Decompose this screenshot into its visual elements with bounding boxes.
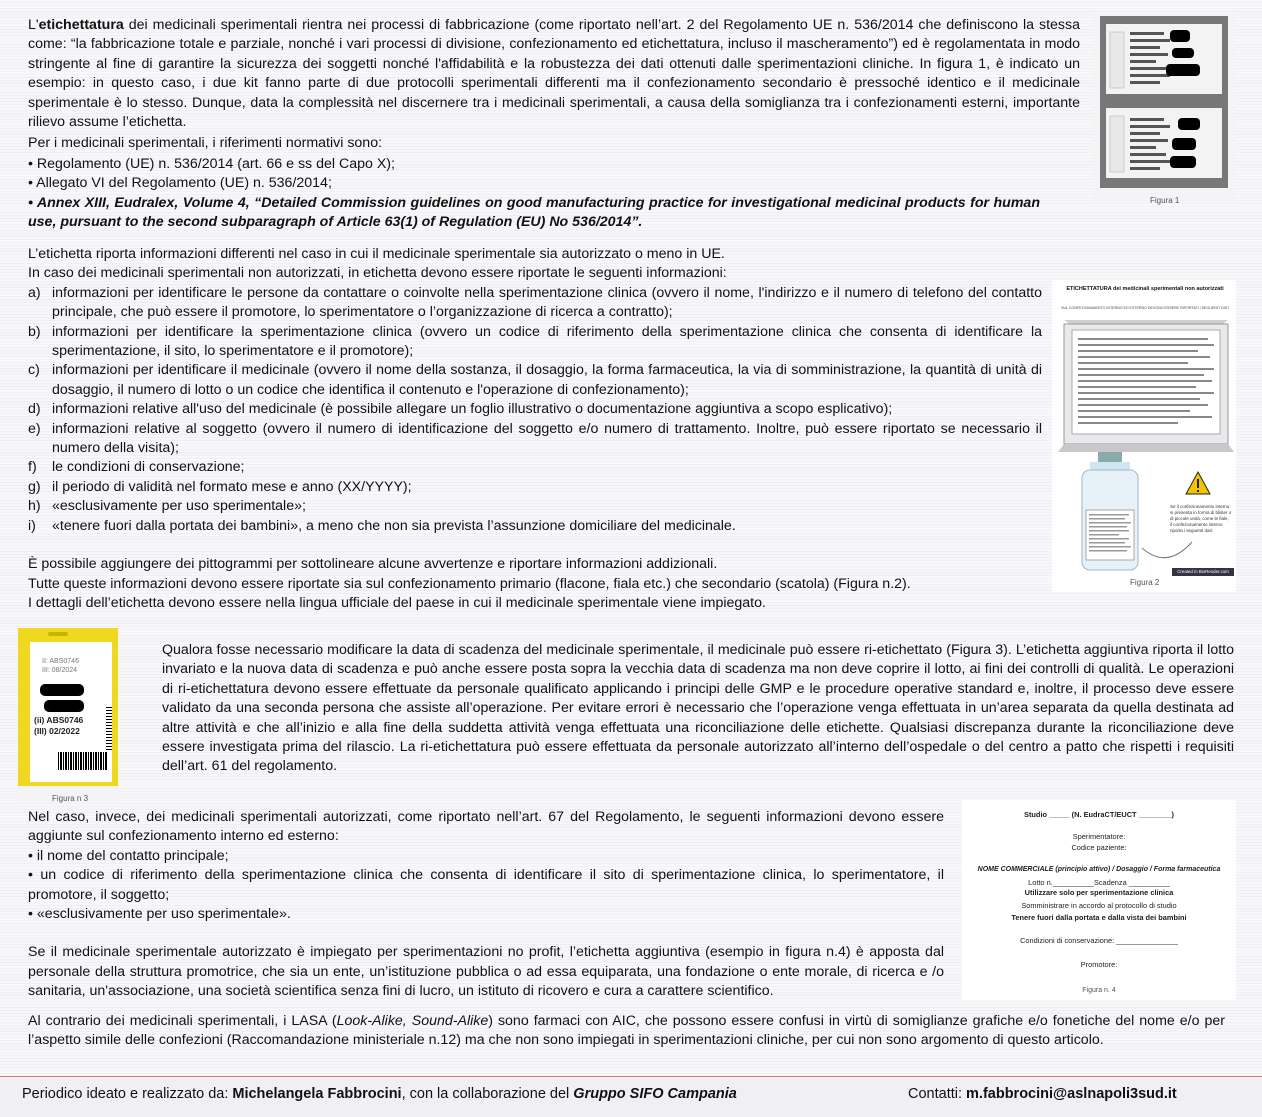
reference-item: • Annex XIII, Eudralex, Volume 4, “Detailed Commission guidelines on good manufacturing practice for investigational medicinal products for human use, pursuant to the second subparagraph of Article 63(1) of Regulation (EU) No 536/2014”.: [28, 194, 1040, 231]
intro-paragraph: L'etichettatura dei medicinali sperimentali rientra nei processi di fabbricazione (come riportato nell’art. 2 del Regolamento UE n. 536/2014 che definiscono la stessa come: “la fabbricazione totale e parziale, nonché i vari processi di divisione, confezionamento ed etichettatura, incluso il mascheramento”) ed è regolamentata in modo stringente al fine di garantire la sicurezza dei soggetti nonché l'affidabilità e la robustezza dei dati ottenuti dalle sperimentazioni cliniche. In figura 1, è indicato un esempio: in questo caso, i due kit fanno parte di due protocolli sperimentali differenti ma il confezionamento secondario è pressoché identico e il medicinale sperimentale è lo stesso. Dunque, data la complessità nel discernere tra i medicinali sperimentali, a causa della somiglianza tra i confezionamenti esterni, importante rilievo assume l’etichetta.: [28, 17, 1080, 131]
fig4-administer: Somministrare in accordo al protocollo di studio: [1021, 901, 1177, 910]
list-item: b) informazioni per identificare la sperimentazione clinica (ovvero un codice di riferimento della sperimentazione clinica che consenta di identificare la sperimentazione, il sito, lo sperimentatore e il promotore);: [28, 323, 1042, 360]
figure-2-credit: Created in BioRender.com: [1172, 568, 1234, 576]
kit-photo: [1092, 14, 1236, 204]
relabel-paragraph: Qualora fosse necessario modificare la data di scadenza del medicinale sperimentale, il medicinale può essere ri-etichettato (Figura 3). L’etichetta aggiuntiva riporta il lotto invariato e la nuova data di scadenza e può anche essere posta sopra la vecchia data di scadenza ma non deve coprire il lotto, ai fini dei controlli di qualità. Le operazioni di ri-etichettatura devono essere effettuate da personale qualificato applicando i principi delle GMP e le procedure operative standard e, inoltre, il processo deve essere validato da una seconda persona che assiste all’operazione. Per evitare errori è necessario che l’operazione venga effettuata in un’area separata da quella destinata ad altre attività e che all’inizio e alla fine della suddetta attività venga effettuata una riconciliazione delle etichette. Qualsiasi discrepanza durante la riconciliazione deve essere investigata prima del rilascio. La ri-etichettatura può essere effettuata da personale autorizzato all’interno dell’ospedale o del centro a patto che rispetti i requisiti dell’art. 61 del regolamento.: [162, 642, 1234, 775]
relabel-photo: [18, 628, 118, 786]
figure-2-subtitle: SUL CONFEZIONAMENTO INTERNO ED ESTERNO DEVONO ESSERE RIPORTATI I SEGUENTI DATI: [1061, 306, 1229, 310]
expiry-label: (III) 02/2022: [34, 726, 80, 736]
lasa-section: [28, 1012, 1225, 1051]
references-intro: Per i medicinali sperimentali, i riferimenti normativi sono:: [28, 135, 383, 152]
footer-credits: Periodico ideato e realizzato da: Michelangela Fabbrocini, con la collaborazione del Gruppo SIFO Campania: [22, 1086, 737, 1102]
authorized-intro: Nel caso, invece, dei medicinali sperimentali autorizzati, come riportato nell’art. 67 del Regolamento, le seguenti informazioni devono essere aggiunte sul confezionamento interno ed esterno:: [28, 809, 944, 845]
footer-contact: Contatti: m.fabbrocini@aslnapoli3sud.it: [908, 1086, 1177, 1102]
labels-line: L’etichetta riporta informazioni differenti nel caso in cui il medicinale sperimentale sia autorizzato o meno in UE.: [28, 246, 725, 262]
list-item: g) il periodo di validità nel formato mese e anno (XX/YYYY);: [28, 478, 412, 495]
labels-line: In caso dei medicinali sperimentali non autorizzati, in etichetta devono essere riportate le seguenti informazioni:: [28, 265, 727, 282]
barcode: [58, 752, 108, 770]
authorized-bullet: • il nome del contatto principale;: [28, 847, 229, 864]
group-name: Gruppo SIFO Campania: [573, 1086, 737, 1102]
fig4-study: Studio _____ (N. EudraCT/EUCT ________): [1024, 810, 1174, 819]
package-diagram: [1052, 280, 1236, 592]
authorized-bullet: • un codice di riferimento della sperimentazione clinica che consenta di identificare il sito di sperimentazione clinica, lo sperimentatore, il promotore, il soggetto;: [28, 867, 944, 903]
authorized-bullet: • «esclusivamente per uso sperimentale».: [28, 906, 291, 923]
labels-section: [28, 245, 1042, 613]
fig4-drug-name: NOME COMMERCIALE (principio attivo) / Dosaggio / Forma farmaceutica: [977, 866, 1221, 873]
fig4-patient-code: Codice paziente:: [1071, 843, 1127, 852]
references-list: [28, 155, 1040, 233]
lot-label: (ii) ABS0746: [34, 715, 84, 725]
figure-4: [962, 800, 1236, 1000]
figure-2-note: Se il confezionamento interno si presenta in forma di blister o di piccole unità, come le fiale, il confezionamento interno riporta i seguenti dati:: [1170, 504, 1232, 533]
fig4-investigator: Sperimentatore:: [1072, 832, 1126, 841]
list-item: h) «esclusivamente per uso sperimentale»;: [28, 498, 306, 515]
labels-after: È possibile aggiungere dei pittogrammi per sottolineare alcune avvertenze e riportare informazioni addizionali.: [28, 556, 718, 573]
fig4-storage: Condizioni di conservazione: _______________: [1020, 936, 1178, 945]
figure-2-title: ETICHETTATURA dei medicinali sperimentali non autorizzati: [1066, 286, 1224, 292]
list-item: d) informazioni relative all'uso del medicinale (è possibile allegare un foglio illustrativo o documentazione aggiuntiva a scopo esplicativo);: [28, 401, 893, 418]
figure-2: [1052, 280, 1236, 592]
lasa-paragraph: Al contrario dei medicinali sperimentali, i LASA (Look-Alike, Sound-Alike) sono farmaci con AIC, che possono essere confusi in virtù di somiglianze grafiche e/o fonetiche del nome e/o per l’aspetto simile delle confezioni (Raccomandazione ministeriale n.12) ma che non sono impiegati in sperimentazioni cliniche, per cui non sono argomento di questo articolo.: [28, 1013, 1225, 1049]
author-name: Michelangela Fabbrocini: [232, 1086, 402, 1102]
list-item: e) informazioni relative al soggetto (ovvero il numero di identificazione del soggetto e/o numero di trattamento. Inoltre, può essere riportato se necessario il numero della visita);: [28, 420, 1042, 457]
figure-4-caption: Figura n. 4: [1082, 987, 1116, 994]
intro-section: [28, 16, 1080, 154]
authorized-section: [28, 808, 944, 1002]
figure-2-caption: Figura 2: [1130, 578, 1160, 587]
figure-1: [1092, 14, 1236, 204]
reference-item: • Allegato VI del Regolamento (UE) n. 536/2014;: [28, 175, 332, 192]
list-item: f) le condizioni di conservazione;: [28, 459, 245, 476]
reference-item: • Regolamento (UE) n. 536/2014 (art. 66 e ss del Capo X);: [28, 156, 395, 172]
labels-after: Tutte queste informazioni devono essere riportate sia sul confezionamento primario (flacone, fiala etc.) che secondario (scatola) (Figura n.2).: [28, 575, 911, 592]
footer: [0, 1076, 1262, 1117]
figure-1-caption: Figura 1: [1150, 196, 1180, 205]
old-expiry-label: III: 08/2024: [42, 667, 78, 674]
list-item: c) informazioni per identificare il medicinale (ovvero il nome della sostanza, il dosaggio, la forma farmaceutica, la via di somministrazione, la quantità di unità di dosaggio, il numero di lotto o un codice che identifica il contenuto e l'operazione di confezionamento);: [28, 362, 1042, 398]
labels-after: I dettagli dell’etichetta devono essere nella lingua ufficiale del paese in cui il medicinale sperimentale viene impiegato.: [28, 594, 766, 611]
no-profit-paragraph: Se il medicinale sperimentale autorizzato è impiegato per sperimentazioni no profit, l’etichetta aggiuntiva (esempio in figura n.4) è apposta dal personale della struttura promotrice, che sia un ente, un’istituzione pubblica o ad essa equiparata, una fondazione o ente morale, di ricerca e /o sanitaria, un'associazione, una società scientifica senza fini di lucro, un istituto di ricovero e cura a carattere scientifico.: [28, 944, 944, 1000]
fig4-lot: Lotto n.__________Scadenza __________: [1028, 878, 1170, 887]
fig4-keep-away: Tenere fuori dalla portata e dalla vista dei bambini: [1011, 913, 1187, 922]
relabel-section: [162, 641, 1234, 777]
fig4-sponsor: Promotore:: [1080, 960, 1118, 969]
list-item: a) informazioni per identificare le persone da contattare o coinvolte nella sperimentazione clinica (ovvero il nome, l'indirizzo e il numero di telefono del contatto principale, che può essere il promotore, lo sperimentatore o l’organizzazione di ricerca a contratto);: [28, 284, 1042, 321]
contact-email[interactable]: m.fabbrocini@aslnapoli3sud.it: [966, 1086, 1177, 1102]
figure-3: [18, 628, 118, 804]
old-lot-label: II: ABS0746: [42, 658, 79, 665]
fig4-use: Utilizzare solo per sperimentazione clinica: [1024, 888, 1174, 897]
list-item: i) «tenere fuori dalla portata dei bambini», a meno che non sia prevista l’assunzione domiciliare del medicinale.: [28, 517, 736, 534]
barcode-vertical: [106, 706, 112, 750]
figure-3-caption: Figura n 3: [52, 794, 89, 803]
